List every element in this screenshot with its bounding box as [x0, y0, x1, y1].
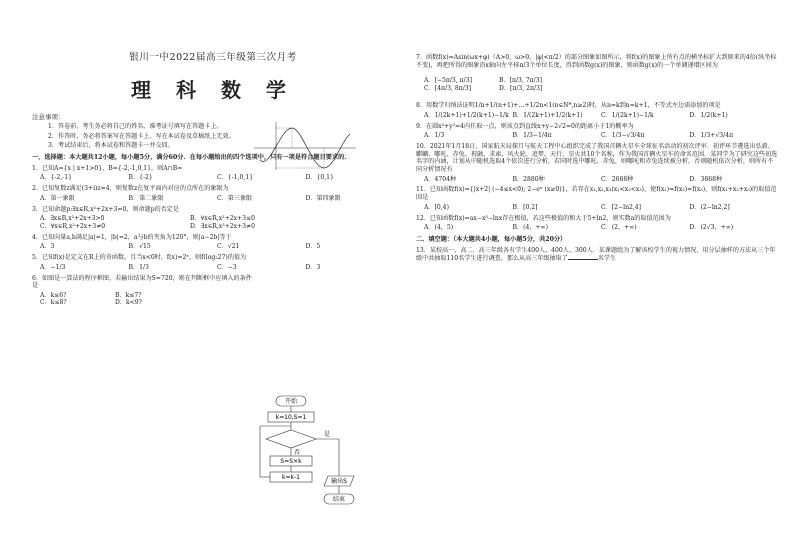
question-stem: 12．已知函数f(x)=ax−x³−lnx存在极值，若这些极值的和大于5+ln2，则实数a的取值范围为 [416, 214, 671, 222]
option-b: B．2880种 [512, 175, 545, 183]
option-a: A．−1/3 [40, 263, 66, 271]
exam-page [14, 14, 780, 536]
option-a: A．4704种 [424, 175, 457, 183]
question-stem: 4．已知向量a,b满足|a|=1，|b|=2，a与b的夹角为120°，则|a−2b|等于 [32, 233, 232, 241]
question-12 [416, 215, 778, 232]
options [416, 204, 778, 212]
right-column [416, 14, 778, 263]
question-stem: 9．在圆x²+y²=4内任取一点，则该点到直线x+y−2√2=0的距离小于1的概率为 [416, 122, 634, 130]
question-6 [32, 275, 394, 307]
question-11 [416, 186, 778, 211]
school-title: 银川一中2022届高三年级第三次月考 [129, 52, 297, 63]
option-c: C．[2−ln2,4] [601, 203, 642, 211]
flow-yes-label: 是 [324, 431, 331, 438]
flowchart-figure [254, 394, 364, 514]
option-a: A．∃x∈R,x²+2x+3>0 [40, 215, 105, 223]
option-a: A．(4，5) [424, 224, 454, 232]
options [32, 292, 190, 307]
option-c: C．第三象限 [217, 194, 253, 202]
flow-output-label: 输出S [331, 478, 347, 485]
option-a: A．1/3 [424, 132, 445, 140]
question-5 [32, 254, 394, 271]
flow-body1-label: S=S×k [280, 458, 302, 465]
option-d: D．k<9? [115, 299, 142, 307]
question-tail: 名学生 [597, 255, 617, 263]
option-d: D．1/2(k+1) [689, 112, 728, 120]
options [32, 243, 394, 251]
options [32, 174, 394, 182]
note-item: 2．作答时，务必将答案写在答题卡上。写在本试卷及草稿纸上无效。 [48, 132, 235, 140]
question-stem: 1．已知A={x | x+1>0}，B={-2,-1,0,1}，则A∩B= [32, 164, 183, 172]
question-stem: 10．2021年1月18日，国家航天局探月与航天工程中心组织完成了我国首辆火星车全球征名活动的初次评审．初评环节遴选出弘毅、麒麟、哪吒、赤兔、祝融、求索、风火轮、追梦、天行、星火共10个名称，作为我国首辆火星车的命名范围．某同学为了研究这些初选名字的内涵，计划从中随机选取4个依次进行分析，若同时选中哪吒、赤兔，则哪吒和赤兔连续被分析，否则随机依次分析，则所有不同分析情况有 [416, 143, 778, 174]
note-item: 3．考试结束后，将本试卷和答题卡一并交回。 [48, 142, 174, 150]
option-b: B．∀x∈R,x²+2x+3≤0 [190, 215, 255, 223]
question-stem: 5．已知f(x)是定义在R上的奇函数，且当x<0时，f(x)=2ˣ，则f(log₂27)的值为 [32, 254, 247, 262]
option-c: C．k≤8? [40, 299, 67, 307]
option-c: C．[4π/3, 8π/3] [424, 84, 472, 92]
question-stem: 6．如图是一算法的程序框图，若输出结果为S=720，则在判断框中应填入的条件是 [32, 274, 252, 290]
option-c: C．∀x∈R,x²+2x+3≠0 [40, 222, 106, 230]
option-d: D．{0,1} [305, 174, 334, 182]
options [32, 264, 394, 272]
flow-body2-label: k=k-1 [282, 474, 300, 481]
question-3 [32, 206, 394, 231]
options [32, 215, 340, 230]
option-a: A．[−5π/3, π/3] [424, 77, 472, 85]
options [416, 77, 574, 92]
option-b: B．第二象限 [128, 194, 164, 202]
sine-graph-figure [250, 120, 360, 174]
option-a: A．1/(2k+1)+1/2(k+1)−1/k [424, 112, 509, 120]
section-heading-choice: 一、选择题：本大题共12小题，每小题5分，满分60分．在每小题给出的四个选项中，只有一项是符合题目要求的． [32, 153, 351, 161]
options [416, 224, 778, 232]
question-stem: 2．已知复数z满足(3+i)z=4，则复数z在复平面内对应的点所在的象限为 [32, 185, 229, 193]
section-heading-fill: 二、填空题：（本大题共4小题，每小题5分，共20分） [416, 235, 567, 243]
option-b: B．1/(2k+1)+1/2(k+1) [512, 112, 583, 120]
options [416, 132, 778, 140]
option-c: C．2688种 [601, 175, 634, 183]
option-b: B．{-2} [128, 174, 153, 182]
question-stem: 3．已知命题p:∃x∈R,x²+2x+3=0，则命题p的否定是 [32, 205, 179, 213]
note-item: 1．答卷前，考生务必将自己的姓名、准考证号填写在答题卡上。 [48, 123, 223, 131]
option-b: B．√15 [128, 243, 151, 251]
option-b: B．[π/3, 7π/3] [499, 77, 542, 85]
option-b: B．k≤7? [115, 291, 142, 299]
option-b: B．1/3−1/4π [512, 132, 552, 140]
flow-init-label: k=10,S=1 [275, 414, 307, 421]
option-a: A．3 [40, 243, 55, 251]
option-d: D．∃x∈R,x²+2x+3≠0 [190, 222, 256, 230]
option-b: B．[0,2] [512, 203, 538, 211]
option-c: C．(2，+∞) [601, 224, 637, 232]
question-2 [32, 185, 394, 202]
option-c: C．√21 [217, 243, 240, 251]
option-d: D．1/3+√3/4π [689, 132, 734, 140]
options [416, 176, 778, 184]
question-9 [416, 123, 778, 140]
question-7 [416, 54, 778, 92]
option-b: B．(4，+∞) [512, 224, 548, 232]
option-a: A．第一象限 [40, 194, 75, 202]
notes-title: 注意事项： [32, 112, 65, 121]
option-d: D．[π/3, 2π/3] [499, 84, 543, 92]
answer-blank [568, 254, 598, 260]
option-d: D．5 [305, 243, 321, 251]
option-b: B．1/3 [128, 263, 149, 271]
option-c: C．{-1,0,1} [217, 174, 254, 182]
option-d: D．3868种 [689, 175, 723, 183]
option-a: A．k≤6? [40, 291, 67, 299]
question-stem: 11．已知函数f(x)={|x+2| (−4≤x<0); 2−eˣ (x≥0)}，若存在x₁,x₂,x₃(x₁<x₂<x₃)，使f(x₁)=f(x₂)=f(x₃)，则f(x₁+x₂+x₃)的取值范围是 [416, 186, 777, 202]
question-4 [32, 234, 394, 251]
flow-end-label: 结束 [332, 496, 346, 503]
option-c: C．−3 [217, 263, 237, 271]
flow-decision [266, 430, 316, 448]
option-d: D．(2√3，+∞) [689, 224, 734, 232]
question-13 [416, 247, 778, 263]
option-d: D．3 [305, 263, 321, 271]
option-d: D．第四象限 [305, 194, 341, 202]
option-a: A．{-2,-1} [40, 174, 73, 182]
question-8 [416, 102, 778, 119]
question-stem: 13．某校高一、高二、高三年级各有学生400人、400人、300人．某课题组为了解该校学生的视力情况，用分层抽样的方法从三个年级中共抽取110名学生进行调查，那么从高三年级抽取了 [416, 246, 776, 263]
flow-no-label: 否 [294, 449, 301, 456]
question-10 [416, 143, 778, 183]
options [32, 195, 394, 203]
subject-title: 理 科 数 学 [131, 77, 295, 102]
option-c: C．1/3−√3/4π [601, 132, 645, 140]
option-d: D．(2−ln2,2] [689, 203, 730, 211]
option-c: C．1/(2k+1)−1/k [601, 112, 654, 120]
question-stem: 8．用数学归纳法证明1/n+1/(n+1)+…+1/2n<1(n∈N*,n≥2)时，从n=k到n=k+1，不等式左边需添加的项是 [416, 102, 721, 110]
question-stem: 7．函数f(x)=Asin(ωx+φ)（A>0，ω>0，|φ|<π/2）的部分图象如图所示，将f(x)的图象上所有点的横坐标扩大到原来的4倍(纵坐标不变)，再把所得的图象沿x轴向左平移π/3个单位长度，得到函数g(x)的图象，则函数g(x)的一个单调递增区间为 [416, 54, 777, 69]
options [416, 112, 778, 120]
flow-start-label: 开始 [284, 398, 298, 405]
option-a: A．[0,4) [424, 203, 449, 211]
